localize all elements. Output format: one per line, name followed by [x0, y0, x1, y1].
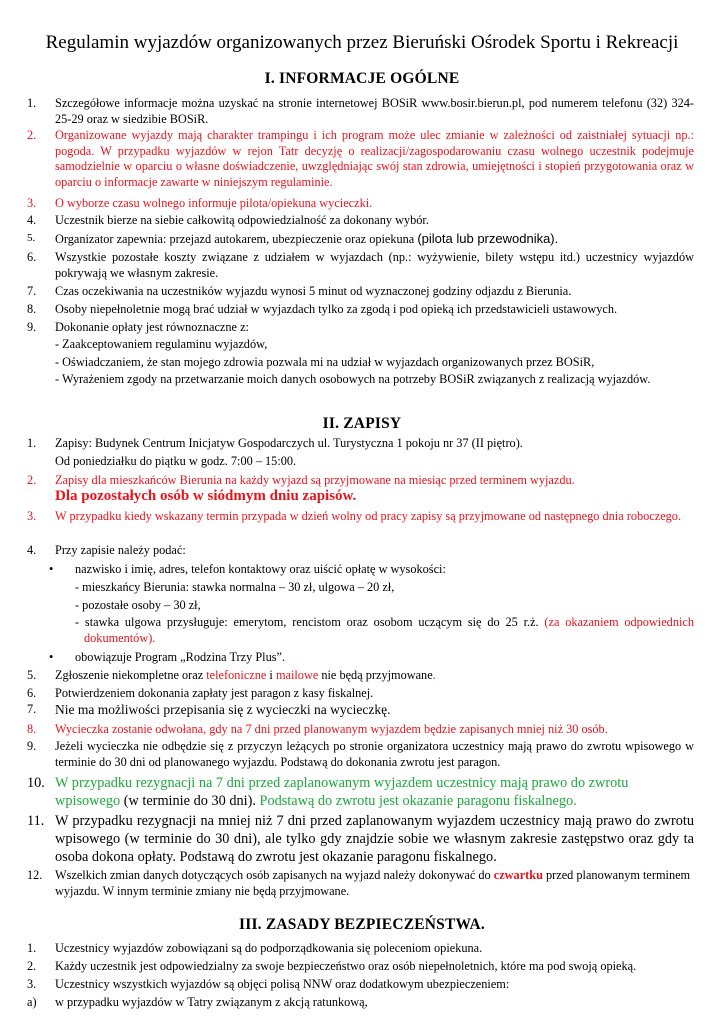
s2-item-4: 4. Przy zapisie należy podać: [27, 543, 186, 557]
s2-item-12: 12. Wszelkich zmian danych dotyczących osób zapisanych na wyjazd należy dokonywać do czwartku przed planowanym terminem wyjazdu. W innym terminie zmiany nie będą przyjmowane. [27, 868, 691, 898]
s2-rate-1: - mieszkańcy Bierunia: stawka normalna – 30 zł, ulgowa – 20 zł, [75, 580, 395, 594]
s1-item-5: 5. Organizator zapewnia: przejazd autokarem, ubezpieczenie oraz opiekuna (pilota lub przewodnika). [27, 231, 559, 246]
s1-item-9-sub-3: - Wyrażeniem zgody na przetwarzanie moich danych osobowych na potrzeby BOSiR związanych z realizacją wyjazdów. [55, 372, 651, 386]
s2-item-1: 1. Zapisy: Budynek Centrum Inicjatyw Gospodarczych ul. Turystyczna 1 pokoju nr 37 (II piętro). Od poniedziałku do piątku w godz. 7:00 – 15:00. [27, 436, 523, 468]
s3-item-1: 1. Uczestnicy wyjazdów zobowiązani są do podporządkowania się poleceniom opiekuna. [27, 941, 483, 955]
s1-item-9-sub-2: - Oświadczaniem, że stan mojego zdrowia pozwala mi na udział w wyjazdach organizowanych przez BOSiR, [55, 355, 595, 369]
s2-bullet-1: • nazwisko i imię, adres, telefon kontaktowy oraz uiścić opłatę w wysokości: [49, 562, 446, 576]
s1-item-1: 1. Szczegółowe informacje można uzyskać na stronie internetowej BOSiR www.bosir.bierun.pl, pod numerem telefonu (32) 324-25-29 oraz w siedzibie BOSiR. [27, 96, 694, 126]
s2-item-7: 7. Nie ma możliwości przepisania się z wycieczki na wycieczkę. [27, 702, 391, 717]
s1-item-3: 3. O wyborze czasu wolnego informuje pilota/opiekuna wycieczki. [27, 196, 373, 210]
document-title: Regulamin wyjazdów organizowanych przez Bieruński Ośrodek Sportu i Rekreacji [45, 32, 679, 53]
s1-item-7: 7. Czas oczekiwania na uczestników wyjazdu wynosi 5 minut od wyznaczonej godziny odjazdu z Bierunia. [27, 284, 572, 298]
section-1-heading: I. INFORMACJE OGÓLNE [264, 70, 460, 87]
section-2-heading: II. ZAPISY [322, 415, 402, 432]
s2-item-6: 6. Potwierdzeniem dokonania zapłaty jest paragon z kasy fiskalnej. [27, 686, 374, 700]
bullet-dot-icon: • [49, 562, 54, 576]
s1-item-6: 6. Wszystkie pozostałe koszty związane z udziałem w wyjazdach (np.: wyżywienie, bilety wstępu itd.) uczestnicy wyjazdów pokrywają we własnym zakresie. [27, 250, 694, 280]
s1-item-8: 8. Osoby niepełnoletnie mogą brać udział w wyjazdach tylko za zgodą i pod opieką ich przedstawicieli ustawowych. [27, 302, 618, 316]
s2-item-3: 3. W przypadku kiedy wskazany termin przypada w dzień wolny od pracy zapisy są przyjmowane od następnego dnia roboczego. [27, 509, 682, 523]
s2-rate-3: - stawka ulgowa przysługuje: emerytom, rencistom oraz osobom uczącym się do 25 r.ż. (za okazaniem odpowiednich dokumentów). [75, 615, 695, 645]
bullet-dot-icon: • [49, 650, 54, 664]
s2-item-11: 11. W przypadku rezygnacji na mniej niż 7 dni przed zaplanowanym wyjazdem uczestnicy mają prawo do zwrotu wpisowego (w terminie do 30 dni), ale tylko gdy znajdzie sobie we własnym zakresie zastępstwo oraz gdy ta osoba dokona opłaty. Podstawą do zwrotu jest okazanie paragonu fiskalnego. [27, 813, 694, 865]
s2-bullet-2: • obowiązuje Program „Rodzina Trzy Plus”. [49, 650, 286, 664]
section-3-heading: III. ZASADY BEZPIECZEŃSTWA. [238, 916, 485, 933]
s1-item-9: 9. Dokonanie opłaty jest równoznaczne z: [27, 320, 249, 334]
s2-rate-2: - pozostałe osoby – 30 zł, [75, 598, 201, 612]
s2-item-10: 10. W przypadku rezygnacji na 7 dni przed zaplanowanym wyjazdem uczestnicy mają prawo do zwrotu wpisowego (w terminie do 30 dni). Podstawą do zwrotu jest okazanie paragonu fiskalnego. [27, 775, 629, 809]
s2-item-2: 2. Zapisy dla mieszkańców Bierunia na każdy wyjazd są przyjmowane na miesiąc przed terminem wyjazdu. Dla pozostałych osób w siódmym dniu zapisów. [27, 473, 575, 504]
s1-item-2: 2. Organizowane wyjazdy mają charakter trampingu i ich program może ulec zmianie w zależności od zaistniałej sytuacji np.: pogoda. W przypadku wyjazdów w rejon Tatr decyzję o realizacji/zagospodarowaniu czasu wolnego uczestnik podejmuje samodzielnie w oparciu o własne doświadczenie, uwzględniając swój stan zdrowia, umiejętności i stopień przygotowania oraz w oparciu o informacje zawarte w niniejszym regulaminie. [27, 128, 694, 189]
s2-item-8: 8. Wycieczka zostanie odwołana, gdy na 7 dni przed planowanym wyjazdem będzie zapisanych mniej niż 30 osób. [27, 722, 608, 736]
s1-item-9-sub-1: - Zaakceptowaniem regulaminu wyjazdów, [55, 337, 268, 351]
s1-item-4: 4. Uczestnik bierze na siebie całkowitą odpowiedzialność za dokonany wybór. [27, 213, 429, 227]
s3-item-3-sub-a: a) w przypadku wyjazdów w Tatry związanym z akcją ratunkową, [27, 995, 368, 1009]
s2-item-5: 5. Zgłoszenie niekompletne oraz telefoniczne i mailowe nie będą przyjmowane. [27, 668, 436, 682]
s3-item-3: 3. Uczestnicy wszystkich wyjazdów są objęci polisą NNW oraz dodatkowym ubezpieczeniem: [27, 977, 510, 991]
s3-item-2: 2. Każdy uczestnik jest odpowiedzialny za swoje bezpieczeństwo oraz osób niepełnoletnich, które ma pod swoją opieką. [27, 959, 637, 973]
s2-item-9: 9. Jeżeli wycieczka nie odbędzie się z przyczyn leżących po stronie organizatora uczestnicy mają prawo do zwrotu wpisowego w terminie do 30 dni od planowanego wyjazdu. Podstawą do dokonania zwrotu jest paragon. [27, 739, 694, 769]
